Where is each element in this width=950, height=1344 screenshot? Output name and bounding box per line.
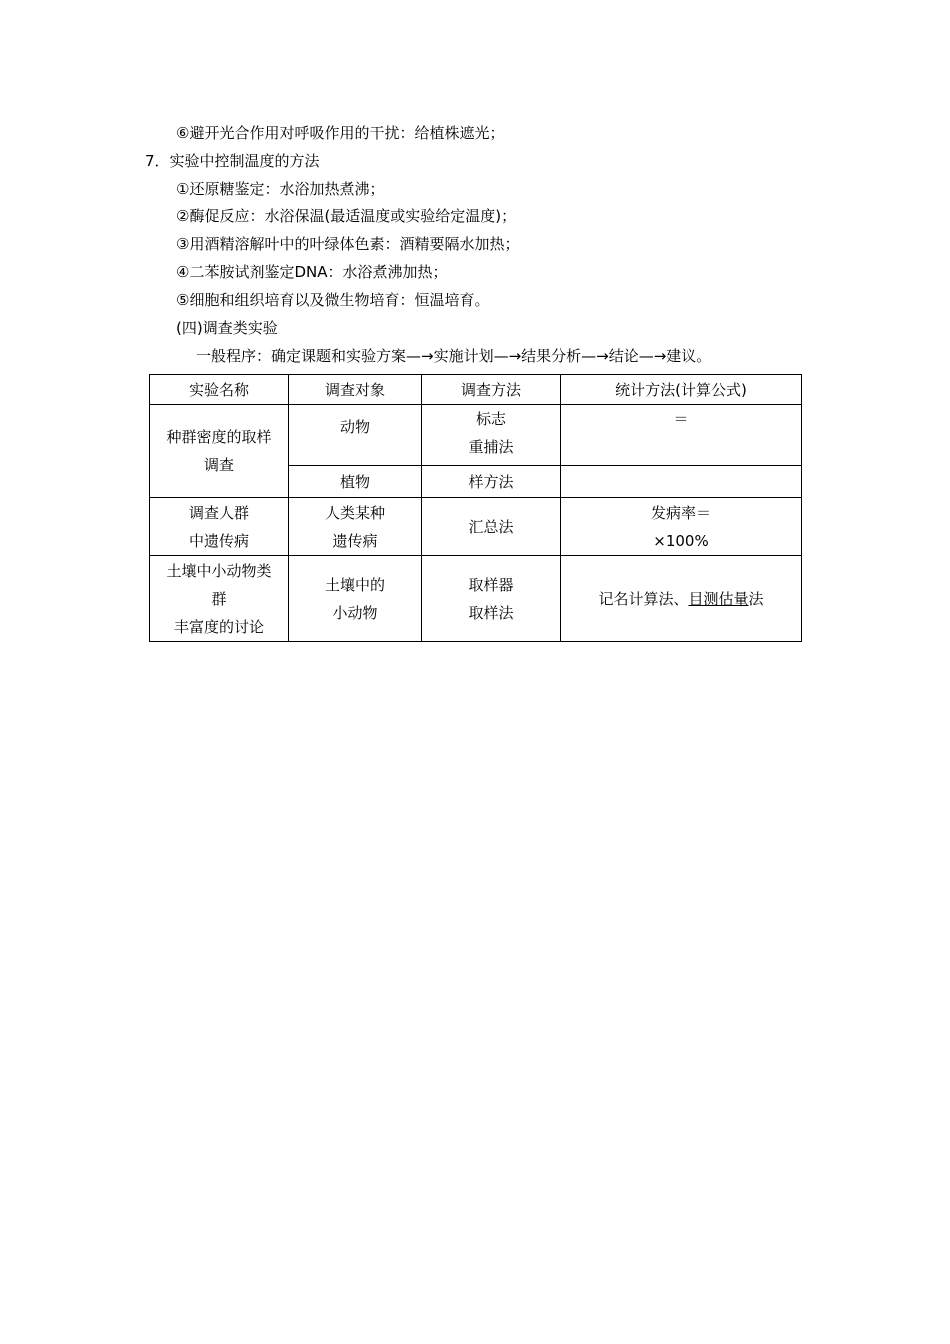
cell-text: 人类某种 [324,503,385,522]
subsection-heading-4: (四)调查类实验 [176,319,278,337]
cell-text: 小动物 [332,603,378,622]
table-cell [150,498,289,556]
cell-text: 取样法 [468,603,514,622]
text-line-3: ①还原糖鉴定：水浴加热煮沸； [176,180,385,198]
cell-text: ＝ [673,410,689,428]
header-cell: 调查对象 [289,375,422,405]
underlined-text: 目测估量 [688,589,749,608]
cell-text: 土壤中小动物类 [166,561,272,580]
cell-text: 标志 [475,410,506,428]
cell-text: 发病率＝ [650,503,711,522]
text-line-6: ④二苯胺试剂鉴定DNA：水浴煮沸加热； [176,263,448,281]
table-cell [422,556,561,642]
text-line-1: ⑥避开光合作用对呼吸作用的干扰：给植株遮光； [176,124,505,142]
cell-text: 种群密度的取样 [166,428,272,446]
table-cell [422,405,561,466]
cell-text: 调查 [203,456,234,474]
cell-text: 样方法 [468,472,514,491]
table-cell [150,556,289,642]
table-cell [561,466,802,498]
cell-text: 丰富度的讨论 [173,617,264,636]
table-cell [561,405,802,466]
table-cell [289,556,422,642]
cell-text: 记名计算法、 [598,589,689,608]
table-row [150,556,802,642]
section-heading-7: 7．实验中控制温度的方法 [145,152,320,170]
cell-text: 动物 [339,418,370,436]
table-cell [561,556,802,642]
cell-text: 植物 [339,472,370,491]
cell-text: 群 [211,589,227,608]
survey-experiments-table [149,374,802,642]
header-cell: 统计方法(计算公式) [561,375,802,405]
general-procedure-line: 一般程序：确定课题和实验方案—→实施计划—→结果分析—→结论—→建议。 [196,347,712,365]
table-header-row [150,375,802,405]
cell-text: 取样器 [468,575,514,594]
table-cell [150,405,289,498]
text-line-4: ②酶促反应：水浴保温(最适温度或实验给定温度)； [176,207,517,225]
table-cell [289,498,422,556]
header-cell: 调查方法 [422,375,561,405]
cell-text: 法 [748,589,764,608]
text-line-5: ③用酒精溶解叶中的叶绿体色素：酒精要隔水加热； [176,235,520,253]
table-row [150,405,802,466]
cell-text: 重捕法 [468,438,514,456]
cell-text: 调查人群 [188,503,249,522]
cell-text: 中遗传病 [188,531,249,550]
table-cell [561,498,802,556]
cell-text: 遗传病 [332,531,378,550]
table-row [150,498,802,556]
table-cell [422,466,561,498]
table-cell [289,405,422,466]
header-cell: 实验名称 [150,375,289,405]
table-cell [289,466,422,498]
cell-text: 土壤中的 [324,575,385,594]
cell-text: ×100% [653,531,709,550]
cell-text: 汇总法 [468,517,514,536]
table-cell [422,498,561,556]
text-line-7: ⑤细胞和组织培育以及微生物培育：恒温培育。 [176,291,490,309]
